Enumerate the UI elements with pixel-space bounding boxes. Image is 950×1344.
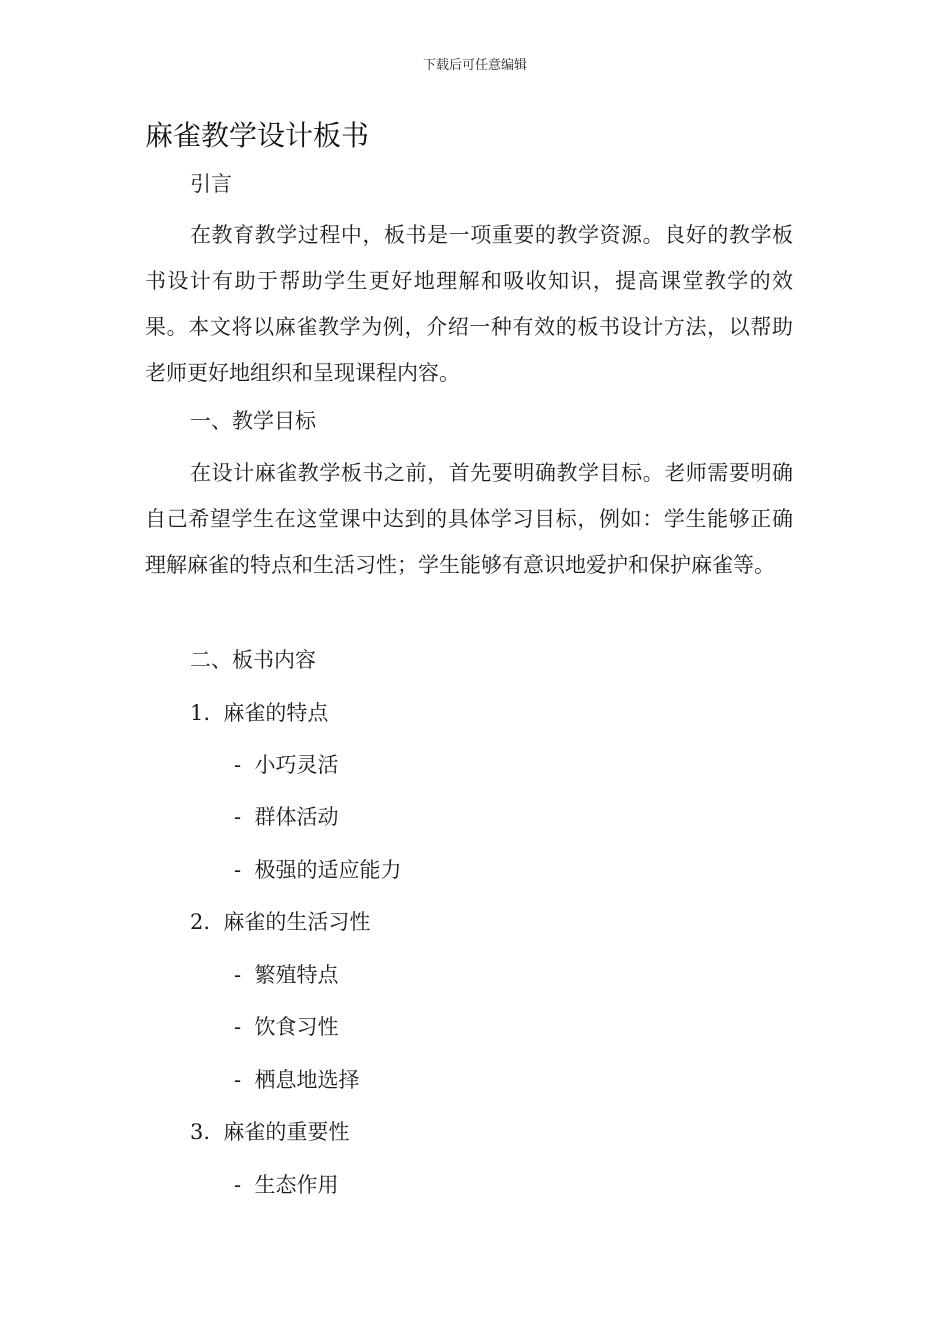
list-subitem: - 小巧灵活 <box>234 753 339 777</box>
list-subitem: - 繁殖特点 <box>234 963 339 987</box>
header-note: 下载后可任意编辑 <box>422 58 527 73</box>
list-subitem: - 生态作用 <box>234 1173 339 1197</box>
list-subitem: - 栖息地选择 <box>234 1068 360 1092</box>
list-item-habits: 2. 麻雀的生活习性 <box>190 910 371 934</box>
section-heading-content: 二、板书内容 <box>190 648 316 672</box>
list-item-features: 1. 麻雀的特点 <box>190 701 329 725</box>
document-title: 麻雀教学设计板书 <box>145 119 370 152</box>
intro-heading: 引言 <box>190 172 232 196</box>
list-subitem: - 极强的适应能力 <box>234 858 402 882</box>
objectives-paragraph: 在设计麻雀教学板书之前，首先要明确教学目标。老师需要明确自己希望学生在这堂课中达到的具体学习目标，例如：学生能够正确理解麻雀的特点和生活习性；学生能够有意识地爱护和保护麻雀等。 <box>145 461 793 577</box>
list-subitem: - 群体活动 <box>234 805 339 829</box>
list-item-importance: 3. 麻雀的重要性 <box>190 1120 350 1144</box>
list-subitem: - 饮食习性 <box>234 1015 339 1039</box>
intro-paragraph: 在教育教学过程中，板书是一项重要的教学资源。良好的教学板书设计有助于帮助学生更好地理解和吸收知识，提高课堂教学的效果。本文将以麻雀教学为例，介绍一种有效的板书设计方法，以帮助老师更好地组织和呈现课程内容。 <box>145 223 793 385</box>
section-heading-objectives: 一、教学目标 <box>190 409 316 433</box>
